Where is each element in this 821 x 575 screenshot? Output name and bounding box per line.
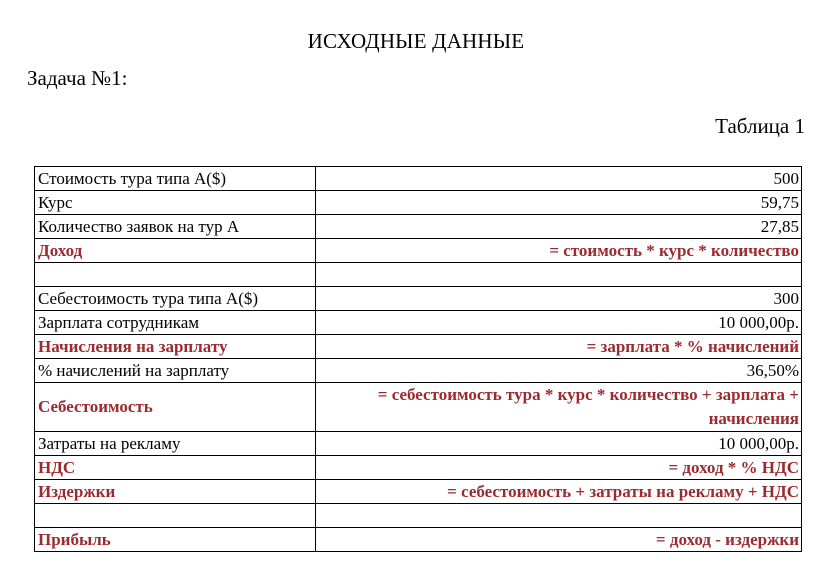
row-value: 59,75: [316, 191, 802, 215]
row-formula: = доход * % НДС: [316, 456, 802, 480]
row-label: Начисления на зарплату: [35, 335, 316, 359]
row-label: Себестоимость тура типа А($): [35, 287, 316, 311]
table-row-empty: [35, 263, 802, 287]
table-row-expenses: [35, 480, 802, 504]
row-label: Количество заявок на тур А: [35, 215, 316, 239]
row-value: 36,50%: [316, 359, 802, 383]
table-row-empty: [35, 504, 802, 528]
table-row-cost-price: [35, 383, 802, 432]
table-row-charges-percent: [35, 359, 802, 383]
row-value: 300: [316, 287, 802, 311]
page-title: ИСХОДНЫЕ ДАННЫЕ: [307, 29, 525, 53]
row-value: 10 000,00р.: [316, 432, 802, 456]
table-row-order-count: [35, 215, 802, 239]
task-label: Задача №1:: [27, 66, 128, 90]
row-label: НДС: [35, 456, 316, 480]
row-label: Доход: [35, 239, 316, 263]
table-row-profit: [35, 528, 802, 552]
row-label: [35, 263, 316, 287]
row-value: 27,85: [316, 215, 802, 239]
table-row-salary-charges: [35, 335, 802, 359]
row-formula: = зарплата * % начислений: [316, 335, 802, 359]
row-label: Курс: [35, 191, 316, 215]
table-row-income: [35, 239, 802, 263]
table-row-exchange-rate: [35, 191, 802, 215]
table-row-advertising: [35, 432, 802, 456]
row-value: 500: [316, 167, 802, 191]
row-label: [35, 504, 316, 528]
row-label: Зарплата сотрудникам: [35, 311, 316, 335]
row-label: Затраты на рекламу: [35, 432, 316, 456]
row-formula: = стоимость * курс * количество: [316, 239, 802, 263]
row-formula: = доход - издержки: [316, 528, 802, 552]
row-value: 10 000,00р.: [316, 311, 802, 335]
table-row-tour-price: [35, 167, 802, 191]
row-label: % начислений на зарплату: [35, 359, 316, 383]
row-label: Издержки: [35, 480, 316, 504]
row-label: Стоимость тура типа А($): [35, 167, 316, 191]
row-value: [316, 263, 802, 287]
source-data-table: [34, 166, 802, 552]
row-formula: = себестоимость + затраты на рекламу + НДС: [316, 480, 802, 504]
row-label: Прибыль: [35, 528, 316, 552]
table-row-salary: [35, 311, 802, 335]
table-row-vat: [35, 456, 802, 480]
row-value: [316, 504, 802, 528]
table-row-tour-cost: [35, 287, 802, 311]
row-label: Себестоимость: [35, 383, 316, 432]
row-formula: = себестоимость тура * курс * количество + зарплата + начисления: [316, 383, 802, 432]
table-caption: Таблица 1: [715, 114, 805, 138]
